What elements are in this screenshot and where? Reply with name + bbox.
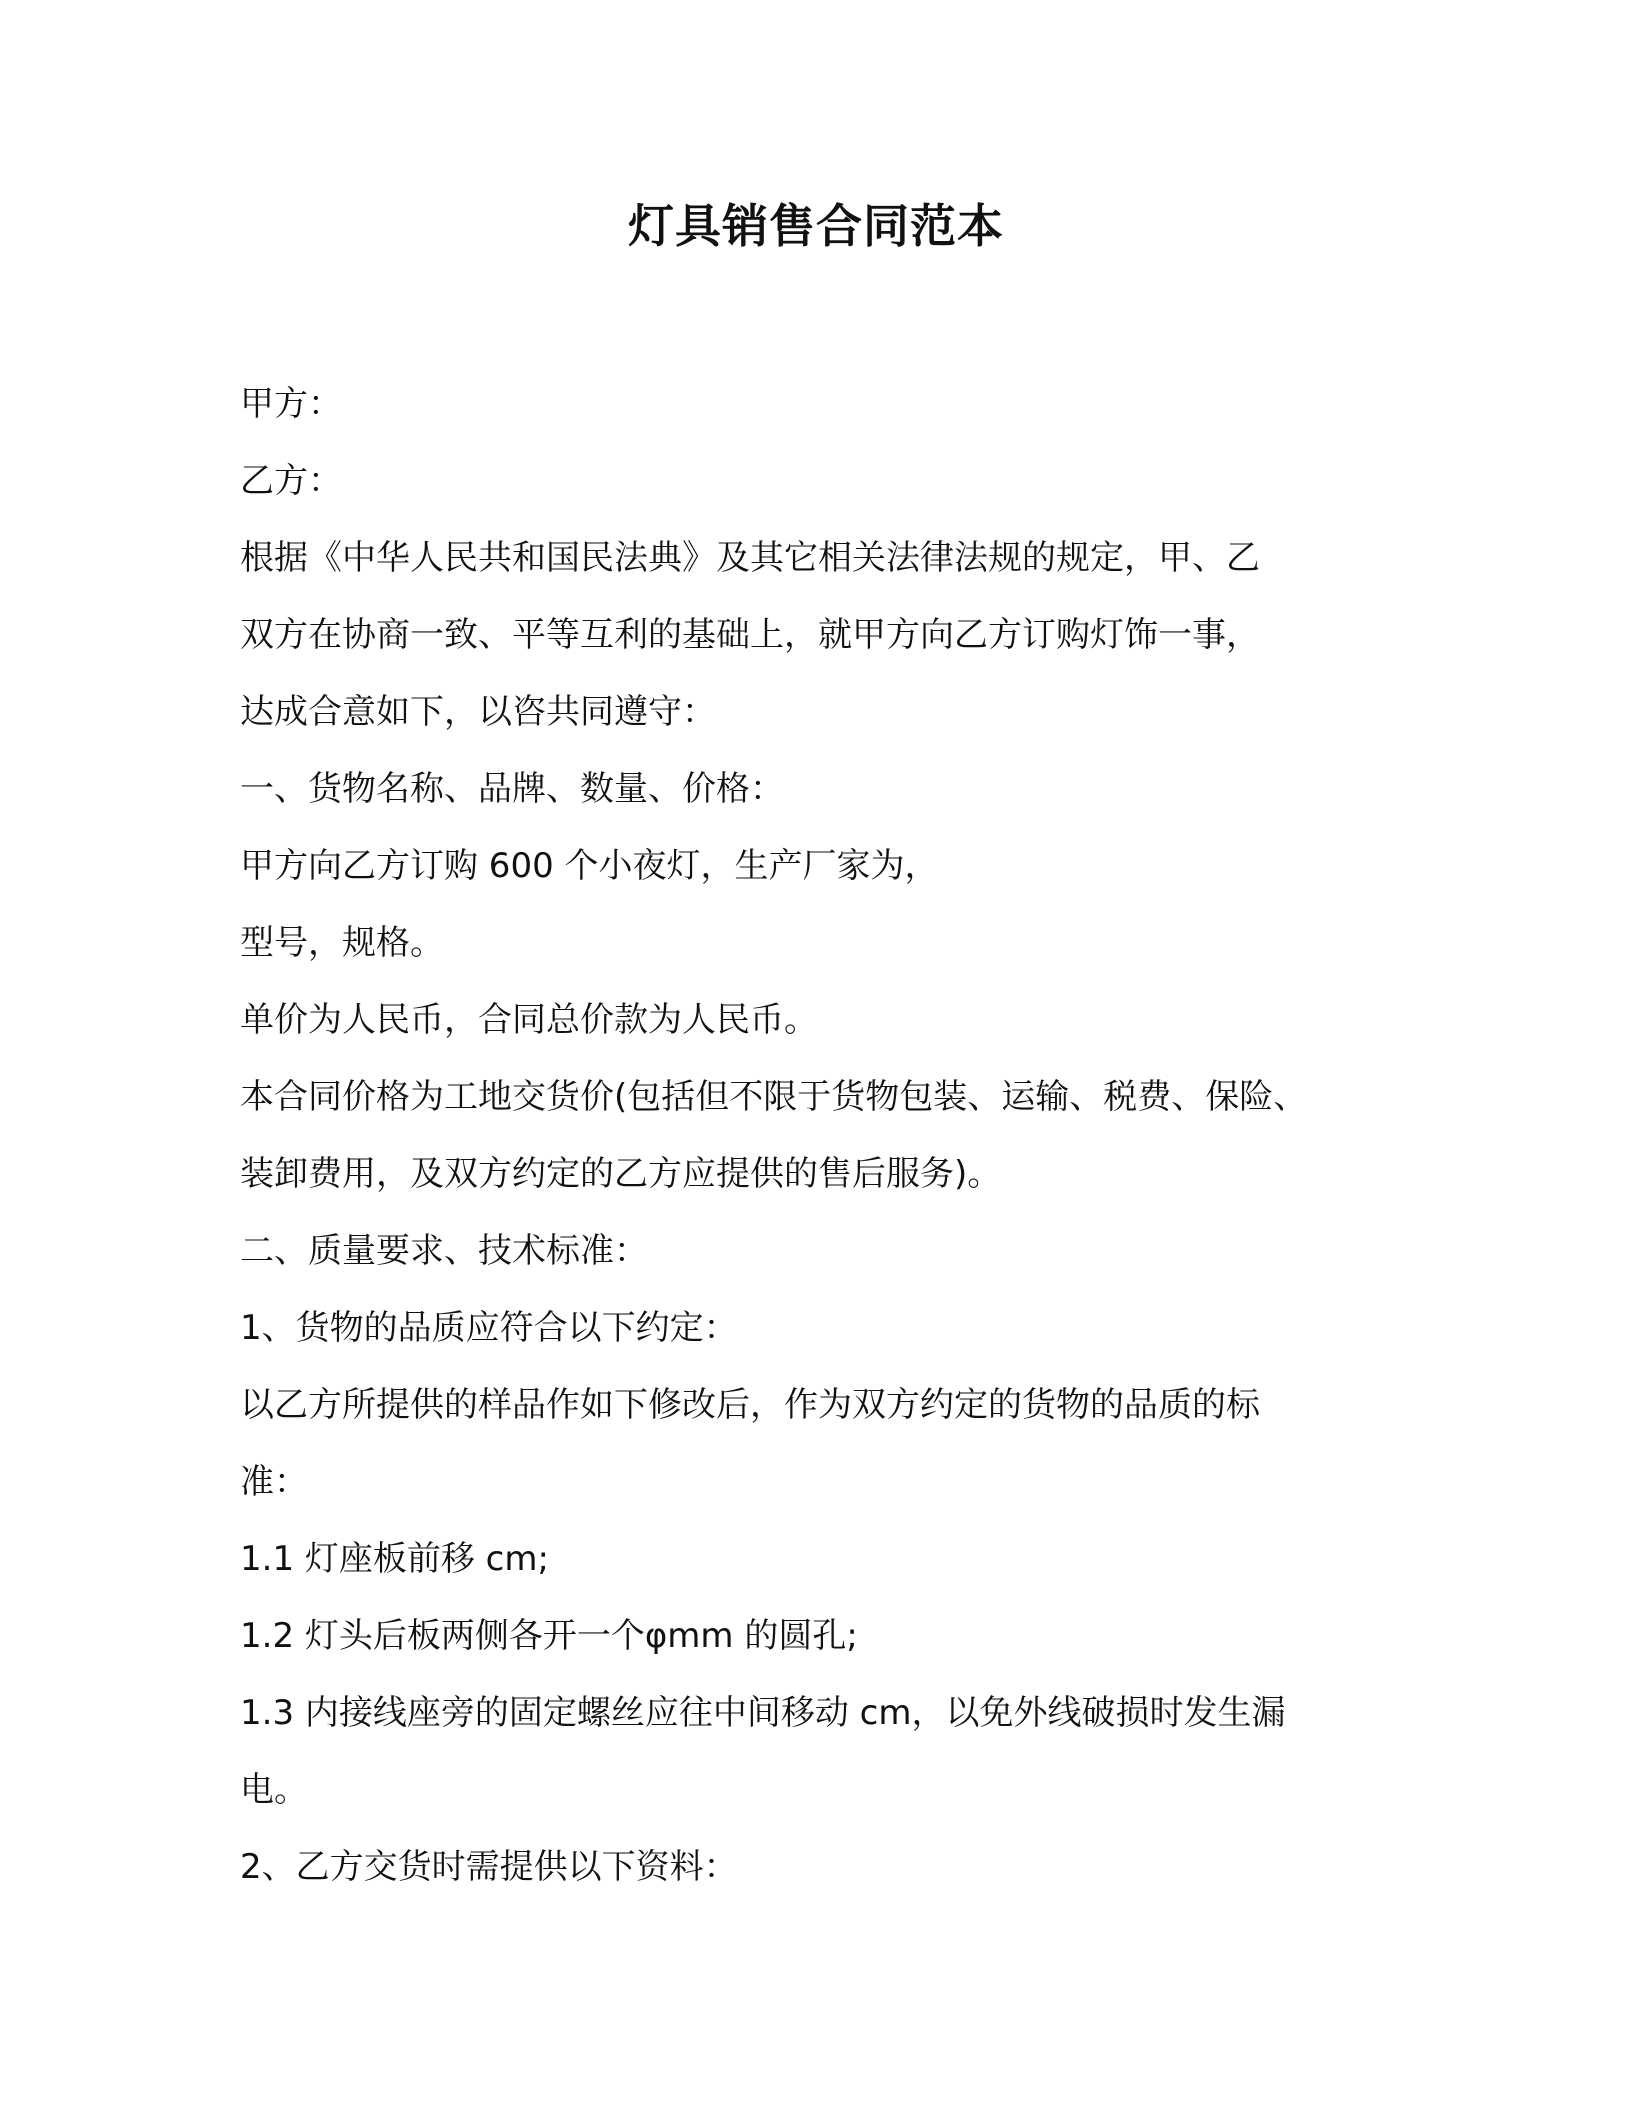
- preamble-line-1: 根据《中华人民共和国民法典》及其它相关法律法规的规定，甲、乙: [240, 538, 1260, 578]
- section-2-heading: 二、质量要求、技术标准：: [240, 1231, 648, 1271]
- party-b-line: 乙方：: [240, 461, 342, 501]
- section-2-item-2: 2、乙方交货时需提供以下资料：: [240, 1847, 738, 1887]
- section-2-text-1: 以乙方所提供的样品作如下修改后，作为双方约定的货物的品质的标: [240, 1385, 1260, 1425]
- section-1-text-1: 甲方向乙方订购 600 个小夜灯，生产厂家为，: [240, 846, 939, 886]
- section-2-text-2: 准：: [240, 1462, 308, 1502]
- section-1-heading: 一、货物名称、品牌、数量、价格：: [240, 769, 784, 809]
- section-1-text-3: 单价为人民币，合同总价款为人民币。: [240, 1000, 818, 1040]
- section-2-item-1-3-cont: 电。: [240, 1770, 308, 1810]
- preamble-line-3: 达成合意如下，以咨共同遵守：: [240, 692, 716, 732]
- section-2-item-1-3: 1.3 内接线座旁的固定螺丝应往中间移动 cm，以免外线破损时发生漏: [240, 1693, 1286, 1733]
- section-2-item-1-1: 1.1 灯座板前移 cm;: [240, 1539, 549, 1579]
- section-2-item-1: 1、货物的品质应符合以下约定：: [240, 1308, 738, 1348]
- section-2-item-1-2: 1.2 灯头后板两侧各开一个φmm 的圆孔;: [240, 1616, 858, 1656]
- preamble-line-2: 双方在协商一致、平等互利的基础上，就甲方向乙方订购灯饰一事，: [240, 615, 1260, 655]
- document-body: [240, 366, 1420, 1906]
- party-a-line: 甲方：: [240, 384, 342, 424]
- section-1-text-2: 型号，规格。: [240, 923, 444, 963]
- section-1-text-4: 本合同价格为工地交货价(包括但不限于货物包装、运输、税费、保险、: [240, 1077, 1308, 1117]
- section-1-text-5: 装卸费用，及双方约定的乙方应提供的售后服务)。: [240, 1154, 1002, 1194]
- document-title: 灯具销售合同范本: [628, 199, 1004, 253]
